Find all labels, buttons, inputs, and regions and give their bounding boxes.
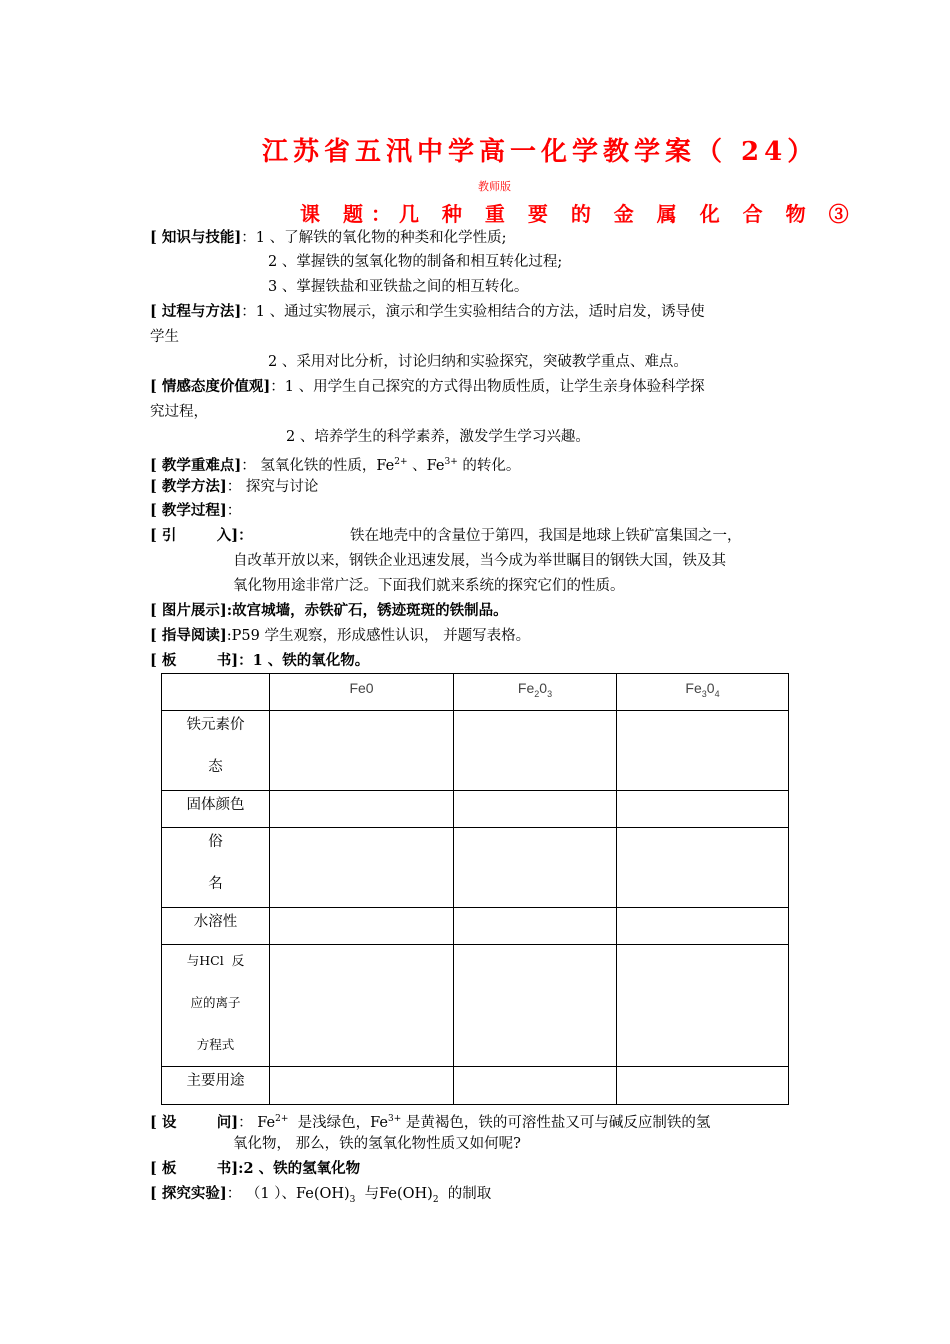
table-cell[interactable] [617,828,789,908]
emotion-label: [ 情感态度价值观] [150,378,271,395]
board-label-1: [ 板 书] [150,652,239,669]
table-row [162,791,789,828]
table-cell[interactable] [617,908,789,945]
board-text-2: :2 、铁的氢氧化物 [238,1160,361,1177]
header-fe3o4: $Fe_30_4$ [617,674,789,711]
table-row [162,908,789,945]
key-points-line [150,452,520,476]
subscript-3: 3 [349,1194,356,1205]
table-cell[interactable] [270,908,454,945]
table-row [162,711,789,791]
knowledge-label: [ 知识与技能] [150,229,242,246]
board-text-1: ：1 、铁的氧化物。 [238,652,370,669]
process-label: [ 过程与方法] [150,303,242,320]
table-cell[interactable] [454,1067,617,1105]
intro-colon: ： [238,527,253,544]
reading-label: [ 指导阅读] [150,627,227,644]
board-line-2 [150,1159,360,1179]
experiment-text-b: 与Fe(OH) [355,1186,433,1202]
table-cell[interactable] [454,791,617,828]
table-cell[interactable] [617,791,789,828]
experiment-text-c: 的制取 [438,1186,492,1202]
board-line-1 [150,651,369,671]
images-line [150,601,508,621]
subscript-2: 2 [432,1194,439,1205]
table-cell[interactable] [454,711,617,791]
document-title: 江苏省五汛中学高一化学教学案（ 24） [262,137,819,167]
experiment-text-a: ： （1 ）、Fe(OH) [226,1186,350,1202]
emotion-item-2: 2 、培养学生的科学素养，激发学生学习兴趣。 [286,429,590,445]
key-points-text-b: 、Fe [407,457,445,474]
method-text: ： 探究与讨论 [226,479,319,495]
key-points-text-c: 的转化。 [457,457,521,474]
table-cell[interactable] [617,1067,789,1105]
question-text-a: ： Fe [238,1114,276,1131]
knowledge-line-1 [150,228,507,248]
charge-3plus: 3+ [387,1114,402,1124]
question-label: [ 设 问] [150,1113,239,1131]
table-corner-cell [162,674,270,711]
table-cell[interactable] [270,828,454,908]
knowledge-item-2: 2 、掌握铁的氢氧化物的制备和相互转化过程; [268,254,563,270]
intro-label: [ 引 入] [150,527,239,544]
table-header-row [162,674,789,711]
charge-2plus: 2+ [394,457,408,467]
method-label: [ 教学方法] [150,478,227,495]
method-line [150,477,318,497]
emotion-item-1-cont: 究过程， [150,404,208,420]
row-label-uses: 主要用途 [162,1067,270,1105]
key-points-text: ： 氢氧化铁的性质，Fe [241,457,395,474]
header-feo: Fe0 [270,674,454,711]
charge-3plus: 3+ [444,457,458,467]
table-cell[interactable] [270,1067,454,1105]
edition-label: 教师版 [478,180,511,193]
experiment-line [150,1184,491,1210]
row-label-common-name: 俗 名 [162,828,270,908]
intro-text-2: 自改革开放以来，钢铁企业迅速发展，当今成为举世瞩目的钢铁大国，铁及其 [233,553,726,569]
process-item-1: ：1 、通过实物展示，演示和学生实验相结合的方法，适时启发，诱导使 [241,304,705,320]
table-cell[interactable] [454,828,617,908]
process-item-1-cont: 学生 [150,329,179,345]
table-cell[interactable] [454,908,617,945]
row-label-solubility: 水溶性 [162,908,270,945]
knowledge-item-1: ：1 、了解铁的氧化物的种类和化学性质; [241,230,507,246]
table-row [162,828,789,908]
question-line-2: 氧化物， 那么，铁的氢氧化物性质又如何呢? [233,1136,521,1152]
table-cell[interactable] [270,791,454,828]
reading-line [150,626,530,646]
knowledge-item-3: 3 、掌握铁盐和亚铁盐之间的相互转化。 [268,279,529,295]
teaching-process-line [150,501,241,521]
key-points-label: [ 教学重难点] [150,456,242,474]
table-cell[interactable] [454,945,617,1067]
charge-2plus: 2+ [275,1114,289,1124]
process-item-2: 2 、采用对比分析，讨论归纳和实验探究，突破教学重点、难点。 [268,354,688,370]
table-cell[interactable] [617,945,789,1067]
images-label: [ 图片展示] [150,602,227,619]
emotion-item-1: ：1 、用学生自己探究的方式得出物质性质，让学生亲身体验科学探 [270,379,705,395]
table-cell[interactable] [617,711,789,791]
header-fe2o3: $Fe_20_3$ [454,674,617,711]
intro-text-3: 氧化物用途非常广泛。下面我们就来系统的探究它们的性质。 [233,578,625,594]
intro-line-1 [150,526,253,546]
question-text-c: 是黄褐色，铁的可溶性盐又可与碱反应制铁的氢 [401,1114,711,1131]
intro-text-1: 铁在地壳中的含量位于第四，我国是地球上铁矿富集国之一， [350,528,742,544]
row-label-color: 固体颜色 [162,791,270,828]
lesson-topic: 课 题：几 种 重 要 的 金 属 化 合 物 ③ [300,202,857,226]
question-text-b: 是浅绿色，Fe [288,1114,388,1131]
teaching-process-label: [ 教学过程] [150,502,227,519]
reading-text: :P59 学生观察，形成感性认识， 并题写表格。 [226,628,531,644]
emotion-line-1 [150,377,705,397]
teaching-process-text: ： [226,503,242,519]
board-label-2: [ 板 书] [150,1160,239,1177]
experiment-label: [ 探究实验] [150,1185,227,1202]
table-cell[interactable] [270,711,454,791]
table-cell[interactable] [270,945,454,1067]
images-text: :故宫城墙，赤铁矿石，锈迹斑斑的铁制品。 [226,602,508,619]
question-line-1 [150,1109,710,1133]
row-label-valence: 铁元素价 态 [162,711,270,791]
table-row [162,945,789,1067]
process-line-1 [150,302,705,322]
table-row [162,1067,789,1105]
row-label-hcl-reaction: 与HCl 反 应的离子 方程式 [162,945,270,1067]
iron-oxides-table [161,673,789,1105]
